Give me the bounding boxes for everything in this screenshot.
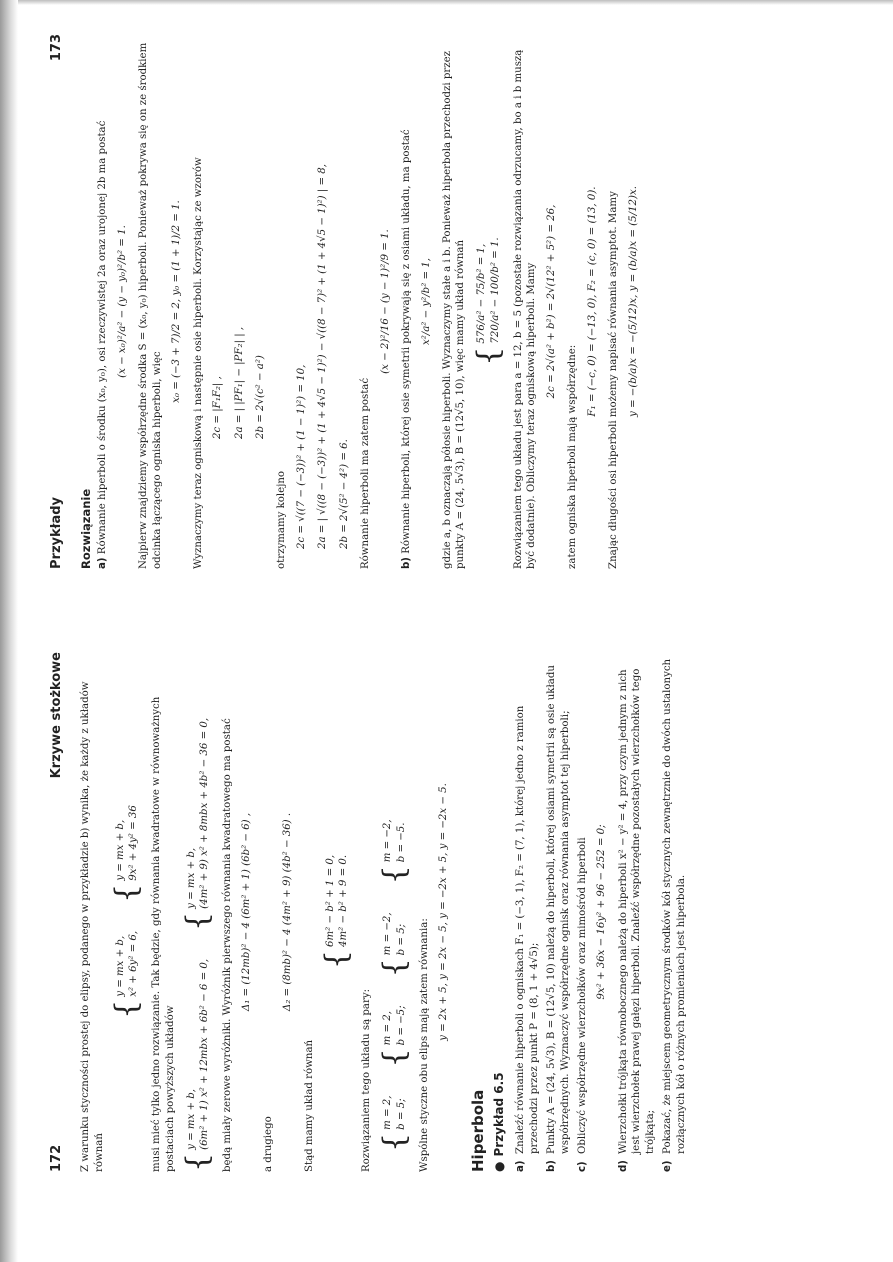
pair-1: { m = 2, b = 5; xyxy=(376,1095,412,1152)
section-title: Hiperbola xyxy=(468,1089,487,1172)
pair-2: { m = 2, b = −5; xyxy=(376,1005,412,1068)
task-a xyxy=(514,652,541,1172)
eq-line: b = 5; xyxy=(395,923,407,956)
left-paragraph-6: Rozwiązaniem tego układu są pary: xyxy=(361,988,373,1172)
system-b xyxy=(470,34,506,569)
equation-delta-1: Δ₁ = (12mb)² − 4 (6m² + 1) (6b² − 6) , xyxy=(241,812,253,1012)
part-label: a) xyxy=(97,557,109,569)
equation-b: x²/a² − y²/b² = 1, xyxy=(420,257,432,346)
equation-delta-2: Δ₂ = (8mb)² − 4 (4m² + 9) (4b² − 36) . xyxy=(282,812,294,1012)
system-1a: { y = mx + b, x² + 6y² = 6, xyxy=(109,930,145,1019)
eq-line: m = 2, xyxy=(382,1095,394,1130)
equation-focal: 2c = 2√(a² + b²) = 2√(12² + 5²) = 26, xyxy=(545,204,557,399)
eq-line: (6m² + 1) x² + 12mbx + 6b² − 6 = 0, xyxy=(198,958,210,1150)
result-1: 2c = √((7 − (−3))² + (1 − 1)²) = 10, xyxy=(295,364,307,549)
right-paragraph-3: otrzymamy kolejno xyxy=(276,470,288,569)
part-a-text: Równanie hiperboli o środku (x₀, y₀), osi rzeczywistej 2a oraz urojonej 2b ma postać xyxy=(97,120,109,555)
pair-3: { m = −2, b = 5; xyxy=(376,912,412,978)
bullet-icon: ● xyxy=(492,1161,507,1172)
part-label: b) xyxy=(401,557,413,569)
right-page-number: 173 xyxy=(49,34,64,62)
task-text: Pokazać, że miejscem geometrycznym środków kół stycznych zewnętrznie do dwóch ustalonych rozłącznych kół o różnych promieniach jest hiperbola. xyxy=(662,658,687,1154)
equation-tangents: y = 2x + 5, y = 2x − 5, y = −2x + 5, y = −2x − 5. xyxy=(438,783,450,1041)
eq-line: x² + 6y² = 6, xyxy=(128,930,140,997)
system-1b: { y = mx + b, 9x² + 4y² = 36 xyxy=(109,805,145,903)
right-running-head xyxy=(48,34,65,569)
formula-1: 2c = |F₁F₂| , xyxy=(212,376,224,439)
left-paragraph-1: Z warunku styczności prostej do elipsy, podanego w przykładzie b) wynika, że każdy z układów równań xyxy=(80,681,105,1172)
result-3: 2b = 2√(5² − 4²) = 6. xyxy=(338,439,350,549)
equation-general: (x − x₀)²/a² − (y − y₀)²/b² = 1. xyxy=(116,225,128,378)
equation-foci: F₁ = (−c, 0) = (−13, 0), F₂ = (c, 0) = (13, 0). xyxy=(586,186,598,417)
part-a-intro xyxy=(96,34,109,569)
eq-line: y = mx + b, xyxy=(185,1088,197,1150)
right-paragraph-8: Znając długości osi hiperboli możemy napisać równania asymptot. Mamy xyxy=(608,191,620,569)
task-text: Wierzchołki trójkąta równobocznego należą do hiperboli x² − y² = 4, przy czym jednym z nich jest wierzchołek prawej gałęzi hiperboli. Znaleźć współrzędne pozostałych wierzchołków tego trójkąta; xyxy=(617,668,656,1154)
eq-line: m = −2, xyxy=(382,819,394,863)
eq-line: 4m² − b² + 9 = 0. xyxy=(338,854,350,947)
eq-line: b = 5; xyxy=(395,1098,407,1130)
eq-line: y = mx + b, xyxy=(114,819,126,881)
left-paragraph-7: Wspólne styczne obu elips mają zatem równania: xyxy=(418,918,430,1172)
part-b-text: Równanie hiperboli, której osie symetrii pokrywają się z osiami układu, ma postać xyxy=(401,129,413,554)
eq-line: 9x² + 4y² = 36 xyxy=(128,805,140,881)
system-2b: { y = mx + b, (4m² + 9) x² + 8mbx + 4b² − 36 = 0, xyxy=(179,717,215,931)
equation-task-c: 9x² + 36x − 16y² + 96 − 252 = 0; xyxy=(596,824,608,1000)
task-text: Punkty A = (24, 5√3), B = (12√5, 10) należą do hiperboli, której osiami symetrii są osie układu współrzędnych. Wyznaczyć współrzędne ognisk oraz równania asymptot tej hiperboli; xyxy=(546,665,571,1154)
example-label: Przykład 6.5 xyxy=(492,1072,507,1157)
system-2a: { y = mx + b, (6m² + 1) x² + 12mbx + 6b² − 6 = 0, xyxy=(179,958,215,1172)
system-b-braced: { 576/a² − 75/b² = 1, 720/a² − 100/b² = 1. xyxy=(470,237,506,366)
eq-line: 6m² − b² + 1 = 0, xyxy=(324,854,336,947)
left-page-number: 172 xyxy=(49,1144,64,1172)
eq-line: 576/a² − 75/b² = 1, xyxy=(476,243,488,344)
eq-line: m = −2, xyxy=(382,912,394,956)
right-paragraph-7: zatem ogniska hiperboli mają współrzędne: xyxy=(567,344,579,569)
right-paragraph-5: gdzie a, b oznaczają półosie hiperboli. Wyznaczymy stałe a i b. Ponieważ hiperbola przechodzi przez punkty A = (24, 5√3), B = (12√5, 10), więc mamy układ równań xyxy=(442,50,467,569)
eq-line: b = −5. xyxy=(395,822,407,863)
pair-4: { m = −2, b = −5. xyxy=(376,819,412,885)
task-label: a) xyxy=(515,1160,527,1172)
left-section-header: Krzywe stożkowe xyxy=(49,652,64,779)
eq-line: y = mx + b, xyxy=(114,935,126,997)
left-running-head xyxy=(48,652,65,1172)
equation-final-a: (x − 2)²/16 − (y − 1)²/9 = 1. xyxy=(379,229,391,374)
formula-3: 2b = 2√(c² − a²) xyxy=(254,355,266,439)
system-2 xyxy=(179,652,215,1172)
right-paragraph-2: Wyznaczymy teraz ogniskową i następnie osie hiperboli. Korzystając ze wzorów xyxy=(192,157,204,569)
task-text: Obliczyć współrzędne wierzchołków oraz mimośród hiperboli xyxy=(577,837,589,1154)
task-b xyxy=(545,652,572,1172)
example-heading xyxy=(492,652,508,1172)
left-paragraph-2: musi mieć tylko jedno rozwiązanie. Tak będzie, gdy równania kwadratowe w równoważnych postaciach powyższych układów xyxy=(151,696,176,1172)
left-page xyxy=(0,632,893,1242)
left-paragraph-5: Stąd mamy układ równań xyxy=(303,1039,315,1172)
eq-line: (4m² + 9) x² + 8mbx + 4b² − 36 = 0, xyxy=(198,717,210,909)
eq-line: b = −5; xyxy=(395,1005,407,1046)
left-paragraph-3: będą miały zerowe wyróżniki. Wyróżnik pierwszego równania kwadratowego ma postać xyxy=(221,718,233,1172)
task-text: Znaleźć równanie hiperboli o ogniskach F₁ = (−3, 1), F₂ = (7, 1), której jedno z ramion przechodzi przez punkt P = (8, 1 + 4√5); xyxy=(515,705,540,1154)
left-paragraph-4: a drugiego xyxy=(262,1116,274,1172)
equation-center: x₀ = (−3 + 7)/2 = 2, y₀ = (1 + 1)/2 = 1. xyxy=(171,200,183,403)
task-label: e) xyxy=(662,1160,674,1172)
solution-pairs xyxy=(376,652,412,1172)
system-3 xyxy=(319,652,355,1172)
task-e xyxy=(661,652,688,1172)
task-c xyxy=(576,652,589,1172)
eq-line: 720/a² − 100/b² = 1. xyxy=(489,237,501,344)
system-3a: { 6m² − b² + 1 = 0, 4m² − b² + 9 = 0. xyxy=(319,854,355,970)
right-page xyxy=(0,14,893,614)
eq-line: m = 2, xyxy=(382,1011,394,1046)
task-label: c) xyxy=(577,1161,589,1172)
right-paragraph-4: Równanie hiperboli ma zatem postać xyxy=(360,377,372,569)
equation-asymptotes: y = −(b/a)x = −(5/12)x, y = (b/a)x = (5/12)x. xyxy=(627,186,639,417)
formula-2: 2a = | |PF₁| − |PF₂| | , xyxy=(233,326,245,439)
right-paragraph-1: Najpierw znajdziemy współrzędne środka S = (x₀, y₀) hiperboli. Ponieważ pokrywa się on ze środkiem odcinka łączącego ogniska hiperboli, więc xyxy=(138,42,163,569)
right-section-header: Przykłady xyxy=(49,496,64,569)
part-b-intro xyxy=(400,34,413,569)
task-label: d) xyxy=(617,1160,629,1172)
task-d xyxy=(617,652,657,1172)
task-label: b) xyxy=(546,1160,558,1172)
result-2: 2a = | √((8 − (−3))² + (1 + 4√5 − 1)²) − √((8 − 7)² + (1 + 4√5 − 1)²) | = 8, xyxy=(317,163,329,549)
system-1 xyxy=(109,652,145,1172)
right-paragraph-6: Rozwiązaniem tego układu jest para a = 12, b = 5 (pozostałe rozwiązania odrzucamy, bo a i b muszą być dodatnie). Obliczymy teraz ogniskową hiperboli. Mamy xyxy=(512,49,538,569)
eq-line: y = mx + b, xyxy=(185,847,197,909)
solution-heading: Rozwiązanie xyxy=(79,488,94,569)
